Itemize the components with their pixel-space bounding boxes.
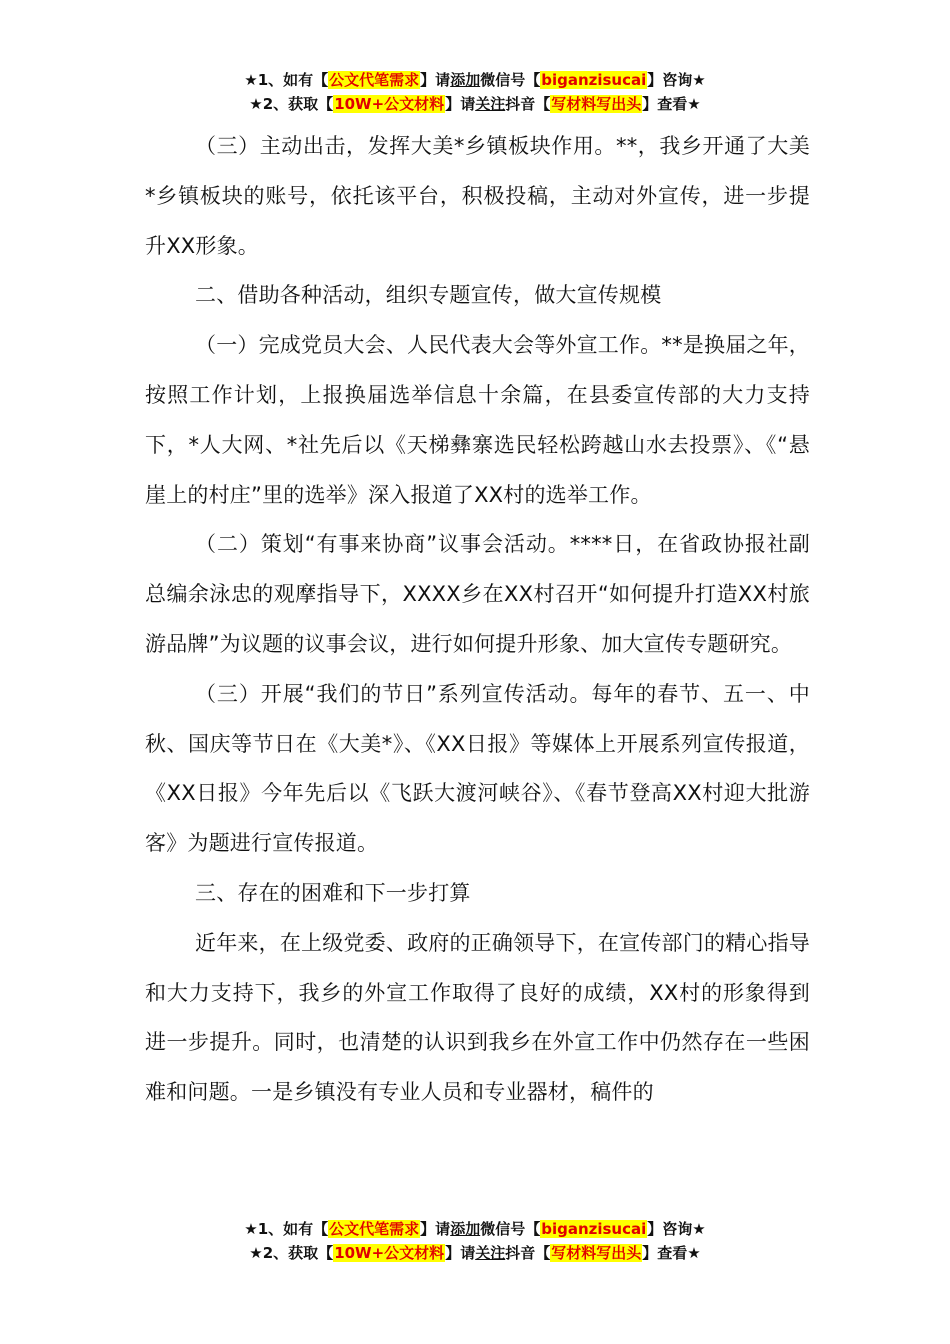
banner-text: 】咨询★ — [647, 1220, 706, 1238]
banner-text: 】查看★ — [642, 95, 701, 113]
banner-text: ★2、获取【 — [249, 1244, 334, 1262]
section-heading: 三、存在的困难和下一步打算 — [195, 880, 471, 905]
paragraph: （三）开展“我们的节日”系列宣传活动。每年的春节、五一、中秋、国庆等节日在《大美*》、《XX日报》等媒体上开展系列宣传报道，《XX日报》今年先后以《飞跃大渡河峡谷》、《春节登高XX村迎大批游客》为题进行宣传报道。 — [145, 681, 810, 856]
banner-text: 】查看★ — [642, 1244, 701, 1262]
header-banner — [0, 68, 950, 116]
banner-text: ★1、如有【 — [244, 71, 329, 89]
banner-text: 抖音【 — [505, 1244, 551, 1262]
banner-text: 微信号【 — [480, 71, 541, 89]
banner-line-2 — [0, 92, 950, 116]
paragraph: （三）主动出击，发挥大美*乡镇板块作用。**，我乡开通了大美*乡镇板块的账号，依托该平台，积极投稿，主动对外宣传，进一步提升XX形象。 — [145, 134, 810, 258]
footer-banner — [0, 1217, 950, 1265]
banner-line-2 — [0, 1241, 950, 1265]
banner-text: 】请 — [445, 95, 476, 113]
document-body — [145, 122, 810, 1118]
underlined-text: 关注 — [475, 1244, 506, 1262]
underlined-text: 关注 — [475, 95, 506, 113]
banner-line-1 — [0, 68, 950, 92]
underlined-text: 添加 — [450, 71, 481, 89]
highlight-text: biganzisucai — [541, 71, 647, 89]
paragraph: （一）完成党员大会、人民代表大会等外宣工作。**是换届之年，按照工作计划，上报换届选举信息十余篇，在县委宣传部的大力支持下，*人大网、*社先后以《天梯彝寨选民轻松跨越山水去投票》、《“悬崖上的村庄”里的选举》深入报道了XX村的选举工作。 — [145, 333, 810, 507]
highlight-text: 公文代笔需求 — [329, 71, 420, 89]
highlight-text: 10W+公文材料 — [334, 95, 445, 113]
paragraph: （二）策划“有事来协商”议事会活动。****日，在省政协报社副总编余泳忠的观摩指导下，XXXX乡在XX村召开“如何提升打造XX村旅游品牌”为议题的议事会议，进行如何提升形象、加大宣传专题研究。 — [145, 532, 810, 656]
banner-text: ★2、获取【 — [249, 95, 334, 113]
paragraph: 近年来，在上级党委、政府的正确领导下，在宣传部门的精心指导和大力支持下，我乡的外宣工作取得了良好的成绩，XX村的形象得到进一步提升。同时，也清楚的认识到我乡在外宣工作中仍然存在一些困难和问题。一是乡镇没有专业人员和专业器材，稿件的 — [145, 930, 810, 1105]
banner-text: 】请 — [420, 1220, 451, 1238]
banner-line-1 — [0, 1217, 950, 1241]
section-heading: 二、借助各种活动，组织专题宣传，做大宣传规模 — [195, 283, 662, 308]
banner-text: 微信号【 — [480, 1220, 541, 1238]
highlight-text: 写材料写出头 — [551, 1244, 642, 1262]
banner-text: 抖音【 — [505, 95, 551, 113]
underlined-text: 添加 — [450, 1220, 481, 1238]
banner-text: 】咨询★ — [647, 71, 706, 89]
banner-text: 】请 — [420, 71, 451, 89]
banner-text: 】请 — [445, 1244, 476, 1262]
highlight-text: 写材料写出头 — [551, 95, 642, 113]
highlight-text: biganzisucai — [541, 1220, 647, 1238]
banner-text: ★1、如有【 — [244, 1220, 329, 1238]
highlight-text: 公文代笔需求 — [329, 1220, 420, 1238]
highlight-text: 10W+公文材料 — [334, 1244, 445, 1262]
